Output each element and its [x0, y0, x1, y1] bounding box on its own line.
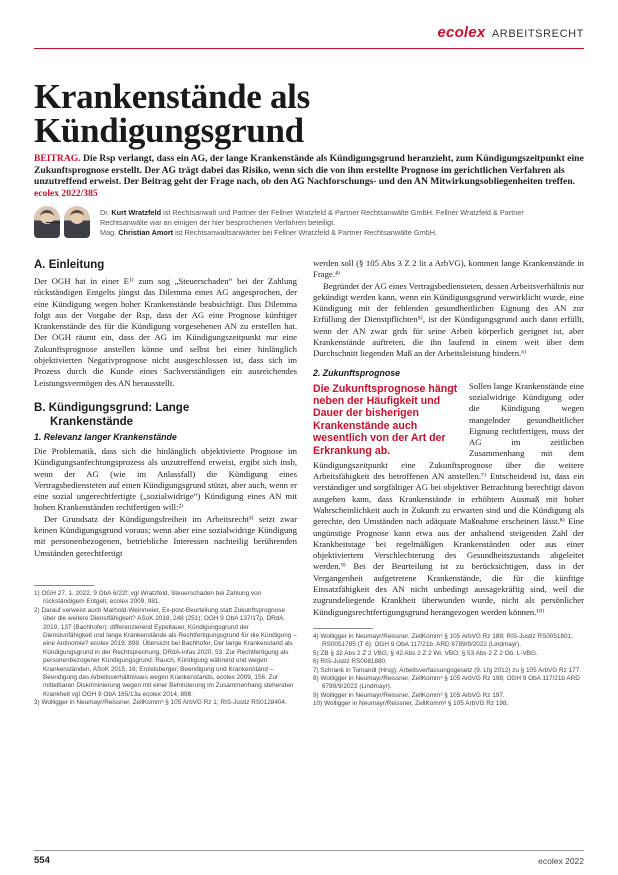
subsection-heading-1: 1. Relevanz langer Krankenstände	[34, 431, 177, 442]
author-block	[34, 206, 594, 246]
paragraph: Sollen lange Krankenstände eine sozialwidrige Kündigung oder die Kündigung wegen mangelnder gesundheitlicher Eignung rechtfertigen, muss der AG im zeitlichen Zusammenhang mit dem Kündigungszeitpunkt eine Zukunftsprognose über die weitere Arbeitsfähigkeit des betroffenen AN anstellen.⁷⁾ Entscheidend ist, dass ein verständiger und sorgfältiger AG bei objektiver Betrachtung berechtigt davon ausgehen kann, dass Krankenstände in erhöhtem Ausmaß mit hoher Wahrscheinlichkeit auch in Zukunft zu erwarten sind und die Kündigung als gerechte, den Umständen nach adäquate Maßnahme erscheinen lässt.⁸⁾ Eine ungünstige Prognose kann etwa aus der anhaltend steigenden Zahl der Krankheitstage bei regelmäßigen Krankenständen oder aus einer objektiviertem Verschlechterung des Gesundheitszustands abgeleitet werden.⁹⁾ Bei der Beurteilung ist zu berücksichtigen, dass in der Vergangenheit aufgetretene Krankenstände, die für die künftige Einsatzfähigkeit des AN nicht unbedingt aussagekräftig sind, weil die zugrundeliegende Krankheit überwunden wurde, nicht als persönlicher Kündigungsrechtfertigungsgrund herangezogen werden können.¹⁰⁾	[313, 380, 584, 617]
lead-keyword: BEITRAG.	[34, 153, 81, 164]
paragraph: Der OGH hat in einer E¹⁾ zum sog „Steuerschaden“ bei der Zahlung rückständigen Entgelts jüngst das Dilemma eines AG angesprochen, der eine Kündigung wegen hoher Krankenstände beabsichtigt. Das Dilemma folgt aus der Vorgabe der Rsp, dass der AG eine Prognose künftiger Krankenstände des für die Kündigung vorgesehenen AN zu erstellen hat. Der OGH räumt ein, dass der AG im Kündigungszeitpunkt nur eine Zukunftsprognose anstellen könne und selbst bei einer hinlänglich objektivierten Negativprognose nicht ausgeschlossen ist, dass sich im Prozess durch die Kunde eines Sachverständigen ein ausreichendes Leistungsvermögen des AN herausstellt.	[34, 276, 297, 388]
author-desc: ist Rechtsanwalt und Partner der Fellner Wratzfeld & Partner Rechtsanwälte GmbH. Fellner Wratzfeld & Partner Rechtsanwälte war an einigen der hier besprochenen Verfahren beteiligt.	[100, 208, 524, 228]
footnote: 4) Wolligger in Neumayr/Reissner, ZellKomm³ § 105 ArbVG Rz 189; RIS-Justiz RS0051801; RS0051785 (T 6); OGH 9 ObA 117/21b, ARD 6789/9/2022 (Lindmayr).	[313, 632, 573, 649]
ecolex-logo: ecolex	[437, 24, 486, 41]
author-bio	[100, 208, 570, 228]
section-label: ARBEITSRECHT	[491, 28, 584, 40]
section-heading-a: A. Einleitung	[34, 259, 105, 271]
journal-brand	[437, 24, 584, 42]
author-photo-wratzfeld	[34, 206, 60, 238]
paragraph: Begründet der AG eines Vertragsbediensteten, dessen Arbeitsverhältnis nur gekündigt werden kann, wenn ein Kündigungsgrund verwirklicht wurde, eine Kündigung mit der fehlenden gesundheitlichen Eignung des AN zur Erfüllung der Dienstpflichten⁵⁾, ist der Kündigungsgrund auch dann erfüllt, wenn der AN zwar grds für seine Arbeit körperlich geeignet ist, aber Krankenstände auftreten, die ihn laufend in einem weit über dem Durchschnitt liegenden Maß an der Arbeitsleistung hindern.⁶⁾	[313, 280, 584, 359]
author-name: Kurt Wratzfeld	[111, 208, 162, 217]
heading-line: B. Kündigungsgrund: Lange	[34, 401, 190, 414]
page-number: 554	[34, 855, 50, 866]
glasses-icon	[46, 222, 60, 225]
footnote: 7) Schrank in Tomandl (Hrsg), Arbeitsverfassungsgesetz (9. Lfg 2012) zu § 105 ArbVG Rz 177.	[313, 666, 582, 674]
footnotes-right	[313, 633, 584, 709]
footnote: 6) RIS-Justiz RS0081880.	[313, 658, 387, 666]
header-divider	[34, 48, 584, 49]
article-title	[34, 77, 594, 150]
paragraph: werden soll (§ 105 Abs 3 Z 2 lit a ArbVG), kommen lange Krankenstände in Frage.⁴⁾	[313, 258, 584, 280]
title-line-2: Kündigungsgrund	[34, 111, 304, 150]
footer-divider	[34, 850, 584, 851]
title-line-1: Krankenstände als	[34, 77, 310, 116]
footnote: 2) Darauf verweist auch Marhold-Weinmeier, Ex-post-Beurteilung statt Zukunftsprognose über die weitere Dienstfähigkeit? ASoK 2018, 248 (251); OGH 9 ObA 137/17p, DRdA 2019, 137 (Bachhofer): differenzierend Eypeltauer, Kündigungsgrund der Dienstunfähigkeit und lange Krankenstände als Rechtfertigungsgrund für die Kündigung – eine Antinomie? ecolex 2019, 898. Übersicht bei Bachhofer, Der lange Krankenstand als Kündigungsgrund in der Rechtsprechung, DRdA-infas 2020, 53. Zur Rechtfertigung als personenbezogener Kündigungsgrund: Rauch, Kündigung während und wegen Krankenständen, ASoK 2015, 16; Enzelsberger, Beendigung und Krankenstand – Beendigung des Arbeitsverhältnisses wegen Krankenstands, ecolex 2009, 156. Zur mittelbaren Diskriminierung wegen mit einer Behinderung im Zusammenhang stehenden Krankheit vgl OGH 9 ObA 165/13a ecolex 2014, 898.	[34, 606, 297, 698]
face-icon	[40, 210, 54, 224]
author-prefix: Dr.	[100, 208, 112, 217]
author-photo-amort	[64, 206, 90, 238]
right-column	[313, 258, 584, 709]
author-name: Christian Amort	[118, 228, 174, 238]
footnote: 1) OGH 27. 1. 2022, 9 ObA 6/22f; vgl Wratzfeld, Steuerschaden bei Zahlung von rückständigem Entgelt, ecolex 2009, 981.	[34, 589, 262, 606]
page-header	[34, 24, 584, 44]
article-lead	[34, 153, 584, 199]
author-bios	[100, 208, 570, 239]
footnote-divider	[34, 585, 94, 586]
paragraph: Der Grundsatz der Kündigungsfreiheit im Arbeitsrecht³⁾ setzt zwar keinen Kündigungsgrund voraus; wenn aber eine sozialwidrige Kündigung mit personenbezogenen, betriebliche Interessen nachteilig berührenden Umständen gerechtfertigt	[34, 513, 297, 558]
footnote: 9) Wolligger in Neumayr/Reissner, ZellKomm³ § 105 ArbVG Rz 197.	[313, 691, 505, 699]
footnote-divider	[313, 628, 373, 629]
pull-quote: Die Zukunftsprognose hängt neben der Häufigkeit und Dauer der bisherigen Krankenstände auch wesentlich von der Art der Erkrankung ab.	[313, 382, 458, 457]
lead-text: Die Rsp verlangt, dass ein AG, der lange Krankenstände als Kündigungsgrund heranzieht, zum Kündigungszeitpunkt eine Zukunftsprognose erstellt. Der AG trägt dabei das Risiko, wenn sich die von ihm erstellte Prognose im gerichtlichen Verfahren als unzutreffend erweist. Der Beitrag geht der Frage nach, ob den AG Nachforschungs- und den AN Mitwirkungsobliegenheiten treffen.	[34, 153, 584, 188]
face-icon	[70, 210, 84, 224]
section-heading-b	[34, 401, 297, 429]
footnote: 10) Wolligger in Neumayr/Reissner, ZellKomm³ § 105 ArbVG Rz 198.	[313, 700, 509, 708]
paragraph: Die Problematik, dass sich die hinlänglich objektivierte Prognose im Kündigungsanfechtungsprozess als unzutreffend erweist, ergibt sich insb, wenn der AG (wie im Anlassfall) die Kündigung eines Vertragsbediensteten auf einen Kündigungsgrund stützt, aber auch, wenn er eine sozial ungerechtfertigte („sozialwidrige“) Kündigung eines AN mit hohen Krankenständen rechtfertigen will:²⁾	[34, 445, 297, 513]
heading-line: Krankenstände	[50, 415, 134, 428]
author-prefix: Mag.	[100, 228, 119, 238]
journal-issue: ecolex 2022	[538, 856, 584, 866]
footnote: 5) ZB § 32 Abs 2 Z 2 VBG; § 42 Abs 2 Z 2 Wr. VBO; § 53 Abs 2 Z 2 Oö. L-VBG.	[313, 649, 538, 657]
footnotes-left	[34, 590, 297, 708]
lead-reference: ecolex 2022/385	[34, 187, 98, 199]
author-desc: ist Rechtsanwaltsanwärter bei Fellner Wratzfeld & Partner Rechtsanwälte GmbH.	[173, 228, 437, 238]
footnote: 8) Wolligger in Neumayr/Reissner, ZellKomm³ § 105 ArbVG Rz 198; OGH 9 ObA 117/21b ARD 6789/9/2022 (Lindmayr).	[313, 674, 580, 691]
footnote: 3) Wolligger in Neumayr/Reissner, ZellKomm³ § 105 ArbVG Rz 1; RIS-Justiz RS0128404.	[34, 699, 287, 707]
subsection-heading-2: 2. Zukunftsprognose	[313, 367, 400, 378]
author-bio	[100, 228, 570, 238]
left-column	[34, 258, 297, 708]
